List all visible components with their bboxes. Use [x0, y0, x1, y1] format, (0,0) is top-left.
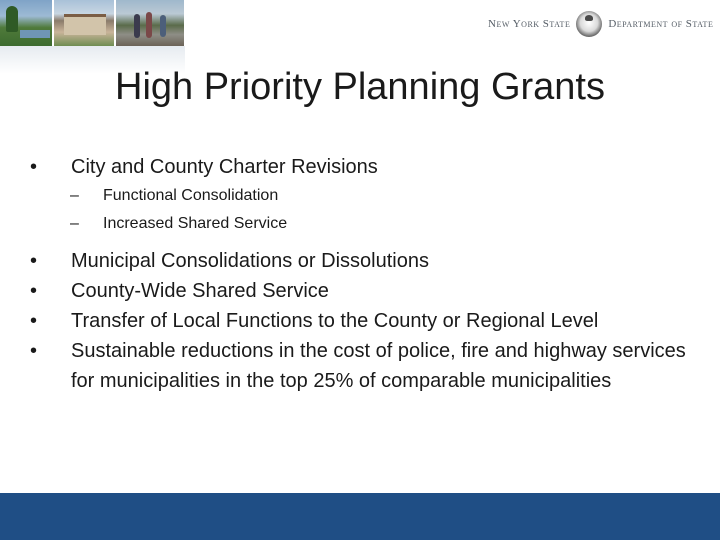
state-seal-icon	[576, 11, 602, 37]
bullet-item	[30, 336, 690, 396]
footer-bar	[0, 493, 720, 540]
bullet-text: Transfer of Local Functions to the County or Regional Level	[71, 310, 599, 332]
sub-bullet-text: Increased Shared Service	[103, 215, 288, 232]
park-canal-photo	[0, 0, 52, 46]
sub-bullet-text: Functional Consolidation	[103, 187, 279, 204]
bullet-list	[30, 152, 690, 396]
bullet-dot-icon: •	[30, 340, 38, 362]
logo-right-text: Department of State	[608, 18, 714, 30]
nys-dos-logo	[488, 10, 714, 38]
bullet-item	[30, 246, 690, 276]
sub-bullet-item	[70, 182, 690, 210]
bullet-dot-icon: •	[30, 250, 38, 272]
bullet-text: Sustainable reductions in the cost of police, fire and highway services for municipalities in the top 25% of comparable municipalities	[71, 340, 686, 392]
bullet-text: County-Wide Shared Service	[71, 280, 329, 302]
header-photo-strip	[0, 0, 185, 46]
bullet-dot-icon: •	[30, 156, 38, 178]
slide-title: High Priority Planning Grants	[115, 66, 605, 108]
sub-bullet-dash-icon: –	[70, 187, 79, 204]
bullet-text: Municipal Consolidations or Dissolutions	[71, 250, 429, 272]
sub-bullet-dash-icon: –	[70, 215, 79, 232]
pedestrians-photo	[116, 0, 184, 46]
bullet-item	[30, 306, 690, 336]
bullet-item	[30, 152, 690, 182]
village-building-photo	[54, 0, 114, 46]
bullet-text: City and County Charter Revisions	[71, 156, 378, 178]
bullet-dot-icon: •	[30, 280, 38, 302]
sub-bullet-item	[70, 210, 690, 238]
bullet-dot-icon: •	[30, 310, 38, 332]
logo-left-text: New York State	[488, 18, 571, 30]
bullet-item	[30, 276, 690, 306]
